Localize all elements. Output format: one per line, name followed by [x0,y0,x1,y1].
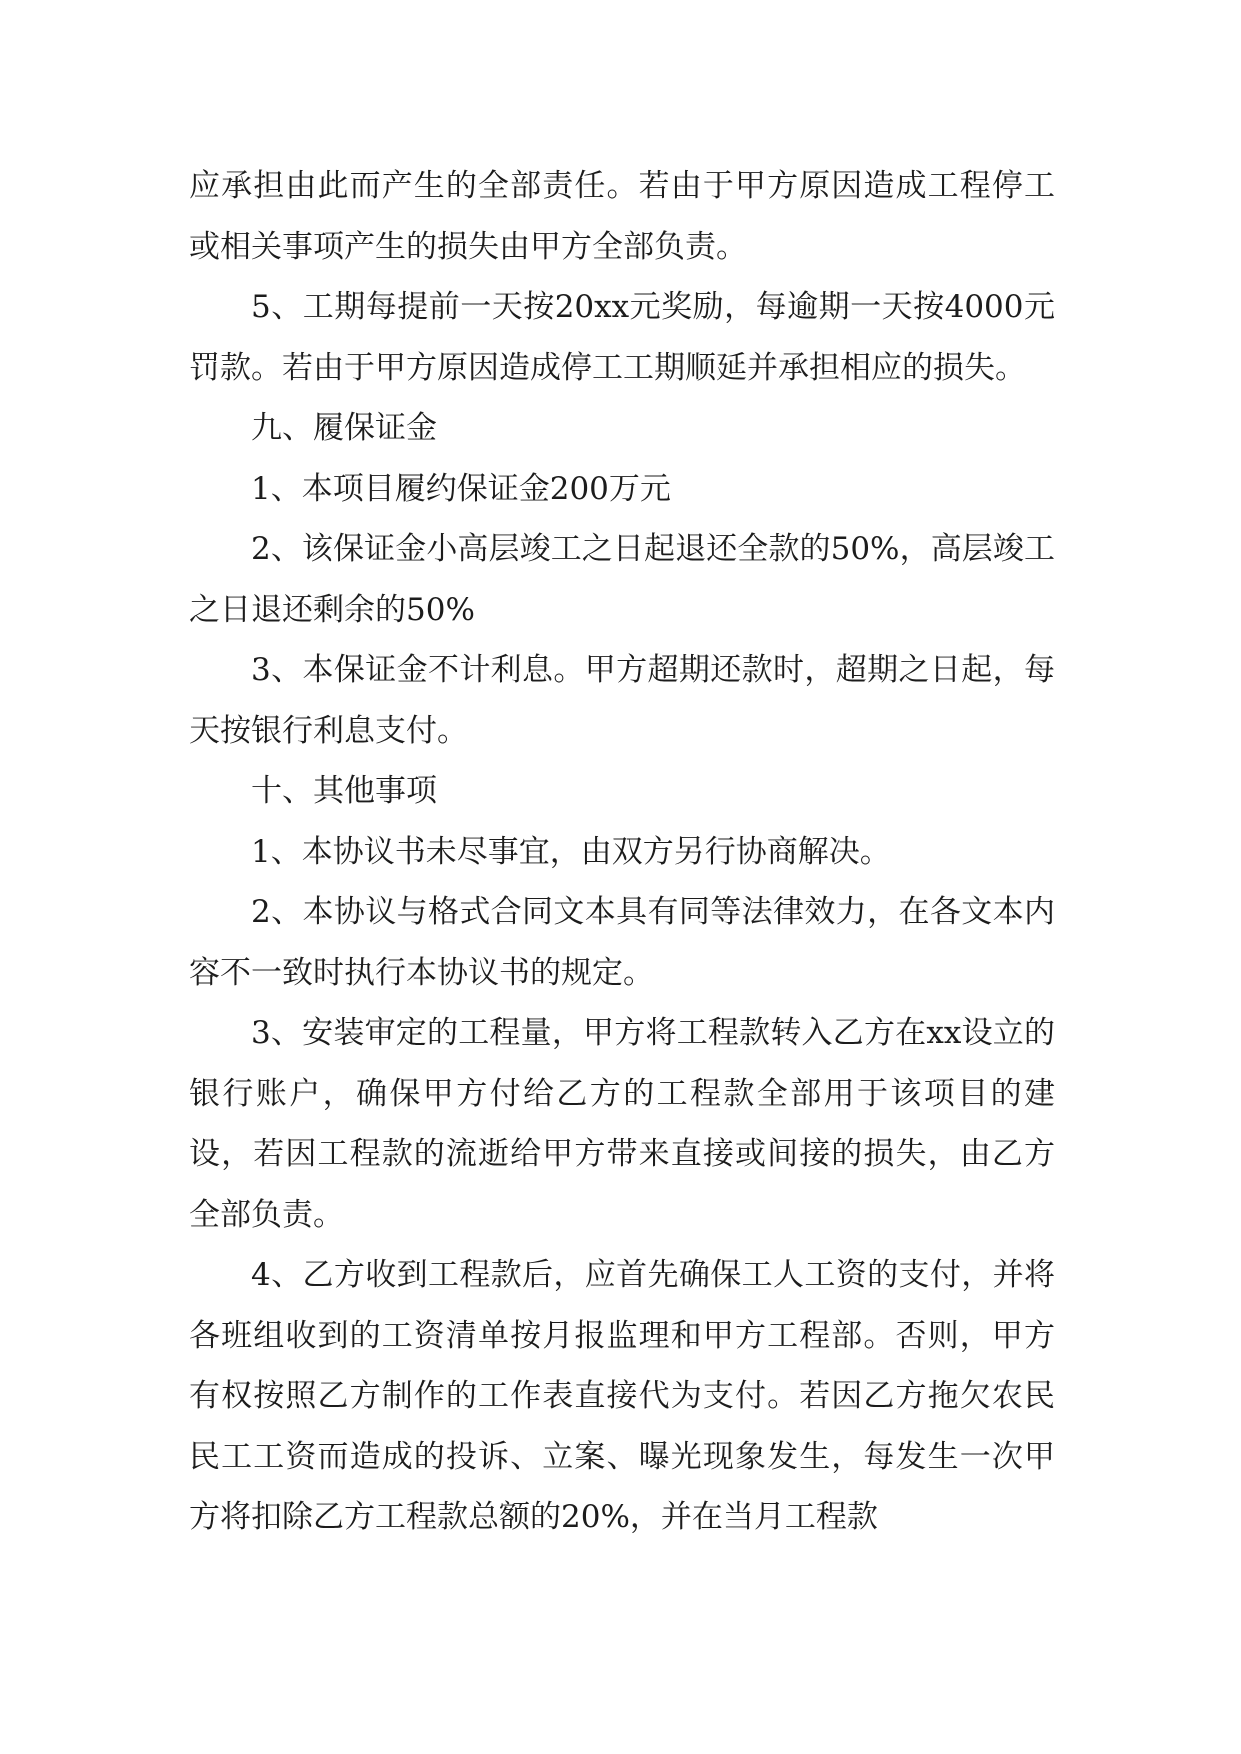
paragraph-legal-effect: 2、本协议与格式合同文本具有同等法律效力，在各文本内容不一致时执行本协议书的规定。 [189,894,1055,991]
paragraph-schedule-bonus-penalty: 5、工期每提前一天按20xx元奖励，每逾期一天按4000元罚款。若由于甲方原因造成停工工期顺延并承担相应的损失。 [189,289,1055,386]
section-heading-other-matters: 十、其他事项 [251,773,437,809]
paragraph-wage-payment: 4、乙方收到工程款后，应首先确保工人工资的支付，并将各班组收到的工资清单按月报监理和甲方工程部。否则，甲方有权按照乙方制作的工作表直接代为支付。若因乙方拖欠农民民工工资而造成的投诉、立案、曝光现象发生，每发生一次甲方将扣除乙方工程款总额的20%，并在当月工程款 [189,1257,1055,1535]
paragraph-unresolved-matters: 1、本协议书未尽事宜，由双方另行协商解决。 [251,833,891,870]
paragraph-bond-refund: 2、该保证金小高层竣工之日起退还全款的50%，高层竣工之日退还剩余的50% [189,531,1055,628]
paragraph-bond-interest: 3、本保证金不计利息。甲方超期还款时，超期之日起，每天按银行利息支付。 [189,652,1055,749]
paragraph-responsibility: 应承担由此而产生的全部责任。若由于甲方原因造成工程停工或相关事项产生的损失由甲方全部负责。 [189,168,1055,265]
paragraph-bond-amount: 1、本项目履约保证金200万元 [251,470,671,507]
section-heading-performance-bond: 九、履保证金 [251,410,437,446]
document-body [189,156,1055,1548]
paragraph-payment-account: 3、安装审定的工程量，甲方将工程款转入乙方在xx设立的银行账户，确保甲方付给乙方的工程款全部用于该项目的建设，若因工程款的流逝给甲方带来直接或间接的损失，由乙方全部负责。 [189,1015,1055,1233]
